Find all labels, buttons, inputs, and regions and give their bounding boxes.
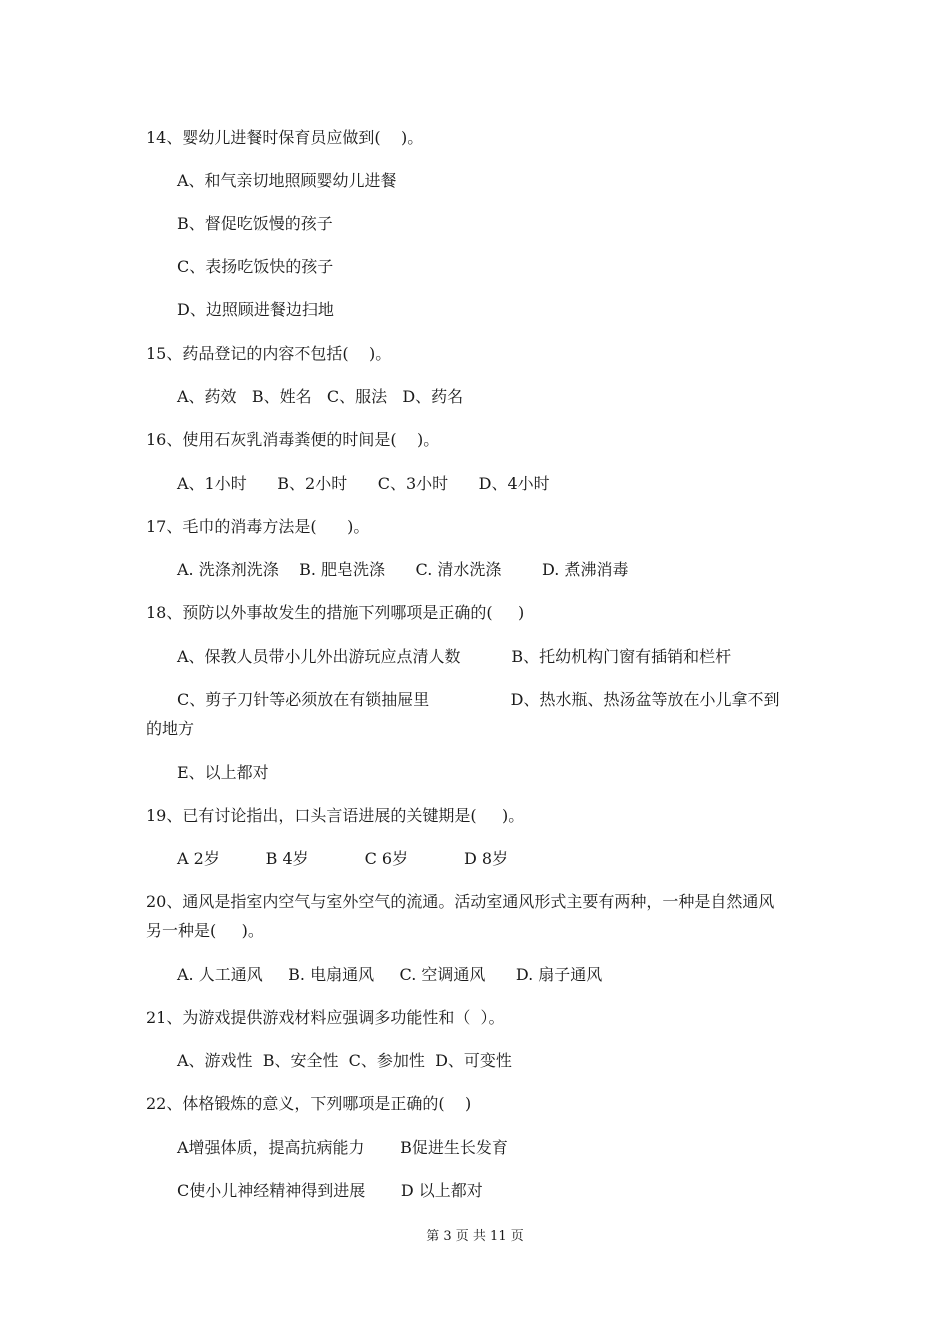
- question-22: 22、体格锻炼的意义，下列哪项是正确的( ): [146, 1094, 472, 1113]
- question-19: 19、已有讨论指出，口头言语进展的关键期是( )。: [146, 806, 525, 825]
- options-20: A. 人工通风 B. 电扇通风 C. 空调通风 D. 扇子通风: [177, 965, 603, 984]
- option-14-b: B、督促吃饭慢的孩子: [177, 214, 333, 233]
- option-18-e: E、以上都对: [177, 763, 269, 782]
- option-18-cd: C、剪子刀针等必须放在有锁抽屉里 D、热水瓶、热汤盆等放在小儿拿不到: [177, 690, 780, 709]
- question-18: 18、预防以外事故发生的措施下列哪项是正确的( ): [146, 603, 525, 622]
- option-18-ab: A、保教人员带小儿外出游玩应点清人数 B、托幼机构门窗有插销和栏杆: [177, 647, 732, 666]
- option-14-c: C、表扬吃饭快的孩子: [177, 257, 334, 276]
- question-20-continued: 另一种是( )。: [146, 921, 264, 940]
- question-17: 17、毛巾的消毒方法是( )。: [146, 517, 370, 536]
- option-14-d: D、边照顾进餐边扫地: [177, 300, 334, 319]
- options-19: A 2岁 B 4岁 C 6岁 D 8岁: [177, 849, 509, 868]
- question-15: 15、药品登记的内容不包括( )。: [146, 344, 392, 363]
- question-21: 21、为游戏提供游戏材料应强调多功能性和（ ）。: [146, 1008, 505, 1027]
- question-16: 16、使用石灰乳消毒粪便的时间是( )。: [146, 430, 440, 449]
- option-22-ab: A增强体质，提高抗病能力 B促进生长发育: [177, 1138, 508, 1157]
- option-22-cd: C使小儿神经精神得到进展 D 以上都对: [177, 1181, 483, 1200]
- options-16: A、1小时 B、2小时 C、3小时 D、4小时: [177, 474, 550, 493]
- option-18-d-continued: 的地方: [146, 719, 195, 738]
- option-14-a: A、和气亲切地照顾婴幼儿进餐: [177, 171, 397, 190]
- options-21: A、游戏性 B、安全性 C、参加性 D、可变性: [177, 1051, 512, 1070]
- question-20: 20、通风是指室内空气与室外空气的流通。活动室通风形式主要有两种，一种是自然通风: [146, 892, 775, 911]
- options-15: A、药效 B、姓名 C、服法 D、药名: [177, 387, 464, 406]
- options-17: A. 洗涤剂洗涤 B. 肥皂洗涤 C. 清水洗涤 D. 煮沸消毒: [177, 560, 629, 579]
- question-14: 14、婴幼儿进餐时保育员应做到( )。: [146, 128, 424, 147]
- page-number-footer: 第 3 页 共 11 页: [426, 1229, 524, 1244]
